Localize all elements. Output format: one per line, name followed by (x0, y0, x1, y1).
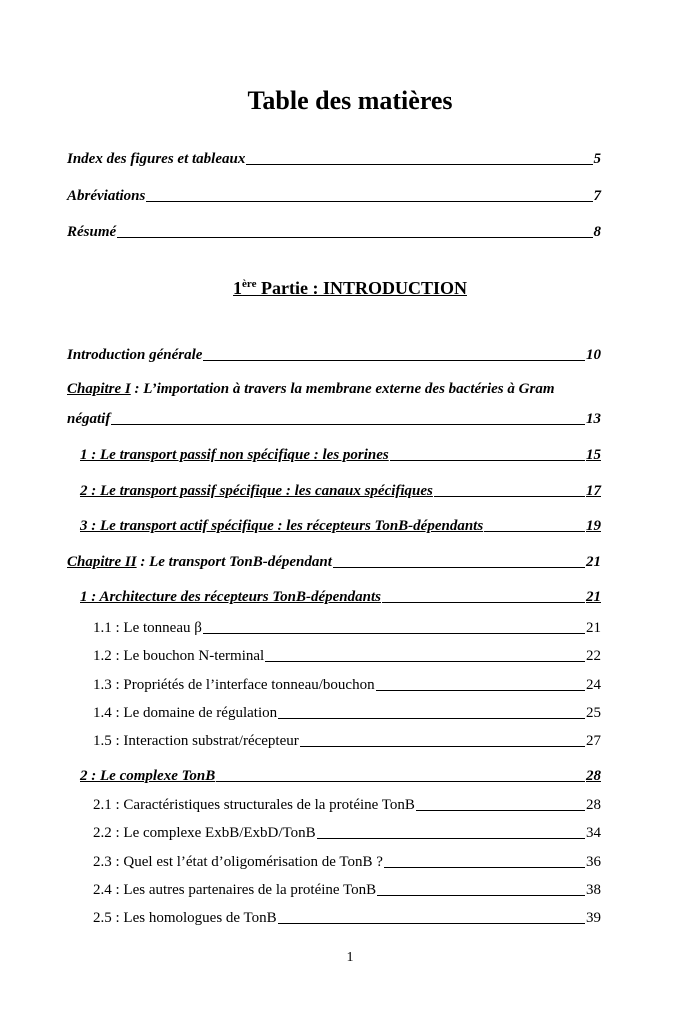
toc-page: 19 (586, 518, 601, 534)
toc-leader (317, 838, 585, 839)
toc-leader (300, 746, 585, 747)
toc-chapter-1-line1[interactable] (67, 380, 555, 398)
toc-page: 13 (586, 411, 601, 427)
toc-subsection[interactable] (93, 732, 601, 750)
toc-section[interactable] (80, 482, 601, 500)
toc-label: 2.3 : Quel est l’état d’oligomérisation de TonB ? (93, 854, 383, 870)
toc-label: 1.3 : Propriétés de l’interface tonneau/bouchon (93, 677, 375, 693)
toc-subsection[interactable] (93, 796, 601, 814)
toc-leader (117, 237, 592, 238)
toc-page: 39 (586, 910, 601, 926)
toc-section[interactable] (80, 446, 601, 464)
toc-label (67, 553, 332, 571)
toc-leader (384, 867, 585, 868)
toc-section[interactable] (80, 588, 601, 606)
toc-leader (278, 718, 585, 719)
toc-label: 2.2 : Le complexe ExbB/ExbD/TonB (93, 825, 316, 841)
toc-entry-resume[interactable] (67, 223, 601, 241)
toc-entry-intro[interactable] (67, 346, 601, 364)
page-title: Table des matières (247, 86, 453, 115)
toc-label: 1.2 : Le bouchon N-terminal (93, 648, 265, 664)
toc-page: 7 (593, 188, 601, 204)
toc-leader (377, 895, 585, 896)
toc-page: 24 (586, 677, 601, 693)
toc-label: 1 : Architecture des récepteurs TonB-dépendants (80, 589, 381, 605)
toc-page: 10 (586, 347, 601, 363)
toc-label: 2.4 : Les autres partenaires de la protéine TonB (93, 882, 377, 898)
toc-leader (434, 496, 585, 497)
toc-subsection[interactable] (93, 704, 601, 722)
toc-label: Abréviations (67, 188, 146, 204)
toc-page: 34 (586, 825, 601, 841)
toc-page: 15 (586, 447, 601, 463)
chapter-prefix: Chapitre I (67, 381, 131, 397)
toc-page: 25 (586, 705, 601, 721)
toc-page: 22 (586, 648, 601, 664)
toc-leader (416, 810, 585, 811)
toc-leader (216, 781, 585, 782)
toc-label: 2 : Le complexe TonB (80, 768, 216, 784)
toc-label: 2.1 : Caractéristiques structurales de la protéine TonB (93, 797, 415, 813)
toc-leader (278, 923, 585, 924)
toc-subsection[interactable] (93, 881, 601, 899)
toc-page: 21 (586, 620, 601, 636)
toc-label: 2.5 : Les homologues de TonB (93, 910, 277, 926)
toc-label: 1.5 : Interaction substrat/récepteur (93, 733, 299, 749)
toc-label: 2 : Le transport passif spécifique : les canaux spécifiques (80, 483, 433, 499)
toc-label: négatif (67, 411, 111, 427)
toc-page: 21 (586, 589, 601, 605)
toc-label: 1 : Le transport passif non spécifique : les porines (80, 447, 389, 463)
toc-subsection[interactable] (93, 647, 601, 665)
toc-page: 8 (593, 224, 601, 240)
toc-leader (390, 460, 585, 461)
toc-entry-index[interactable] (67, 150, 601, 168)
toc-subsection[interactable] (93, 909, 601, 927)
toc-page: 5 (593, 151, 601, 167)
toc-label: 3 : Le transport actif spécifique : les récepteurs TonB-dépendants (80, 518, 484, 534)
toc-page: 28 (586, 768, 601, 784)
chapter-prefix: Chapitre II (67, 554, 137, 570)
toc-page: 36 (586, 854, 601, 870)
toc-subsection[interactable] (93, 853, 601, 871)
toc-label: Index des figures et tableaux (67, 151, 246, 167)
toc-page: 27 (586, 733, 601, 749)
toc-leader (111, 424, 585, 425)
toc-chapter-1-line2[interactable] (67, 410, 601, 428)
chapter-title: : L’importation à travers la membrane externe des bactéries à Gram (130, 381, 555, 397)
part-ordinal-suffix: ère (242, 278, 257, 290)
toc-subsection[interactable] (93, 676, 601, 694)
toc-leader (146, 201, 592, 202)
toc-label: Introduction générale (67, 347, 203, 363)
toc-leader (484, 531, 585, 532)
toc-page: 38 (586, 882, 601, 898)
toc-section[interactable] (80, 517, 601, 535)
toc-leader (203, 633, 585, 634)
toc-leader (203, 360, 585, 361)
chapter-title: : Le transport TonB-dépendant (136, 554, 332, 570)
toc-label: 1.1 : Le tonneau β (93, 620, 202, 636)
toc-subsection[interactable] (93, 824, 601, 842)
toc-page: 28 (586, 797, 601, 813)
toc-label: Résumé (67, 224, 117, 240)
part-heading (0, 278, 700, 299)
toc-leader (376, 690, 585, 691)
toc-leader (333, 567, 585, 568)
toc-section[interactable] (80, 767, 601, 785)
toc-label: 1.4 : Le domaine de régulation (93, 705, 278, 721)
toc-leader (265, 661, 585, 662)
toc-page: 17 (586, 483, 601, 499)
toc-leader (246, 164, 592, 165)
toc-chapter-2[interactable] (67, 553, 601, 571)
toc-page: 21 (586, 554, 601, 570)
toc-entry-abreviations[interactable] (67, 187, 601, 205)
part-ordinal: 1 (233, 278, 243, 298)
page-number: 1 (346, 950, 354, 965)
toc-subsection[interactable] (93, 619, 601, 637)
part-label: Partie : INTRODUCTION (256, 278, 467, 298)
toc-leader (382, 602, 585, 603)
